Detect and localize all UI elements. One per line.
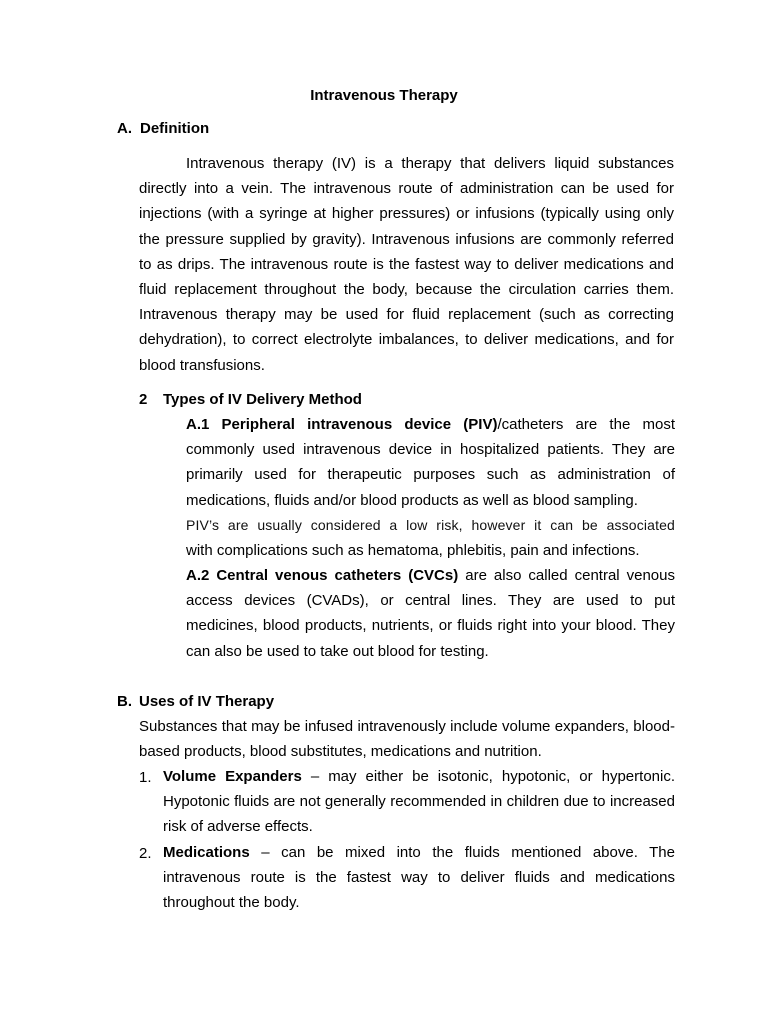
- uses-item-1: [163, 764, 675, 840]
- cvc-text: are also called central venous access devices (CVADs), or central lines. They are used to put medicines, blood products, nutrients, or fluids right into your blood. They can also be used to take out blood for testing.: [186, 567, 675, 660]
- section-a-heading: [117, 120, 209, 137]
- medications-label: Medications: [163, 844, 250, 861]
- uses-item-2-number: 2.: [139, 845, 152, 862]
- section-b-heading: [117, 693, 274, 710]
- piv-text: /catheters are the most commonly used intravenous device in hospitalized patients. They are primarily used for therapeutic purposes such as administration of medications, fluids and/or blood products as well as blood sampling.: [186, 416, 675, 509]
- section-a-title: Definition: [140, 120, 210, 137]
- medications-text: – can be mixed into the fluids mentioned above. The intravenous route is the fastest way to deliver fluids and medications throughout the body.: [163, 844, 675, 912]
- document-title: Intravenous Therapy: [310, 87, 458, 104]
- types-heading: [139, 391, 362, 408]
- volume-expanders-label: Volume Expanders: [163, 768, 302, 785]
- cvc-heading: A.2 Central venous catheters (CVCs): [186, 567, 459, 584]
- cvc-paragraph: [186, 563, 675, 664]
- types-title: Types of IV Delivery Method: [163, 391, 362, 408]
- section-b-marker: B.: [117, 693, 132, 710]
- types-marker: 2: [139, 391, 148, 408]
- section-a-marker: A.: [117, 120, 132, 137]
- uses-item-1-number: 1.: [139, 769, 152, 786]
- uses-item-2: [163, 840, 675, 916]
- definition-paragraph: [139, 151, 674, 378]
- volume-expanders-text: – may either be isotonic, hypotonic, or hypertonic. Hypotonic fluids are not generally recommended in children due to increased risk of adverse effects.: [163, 768, 676, 836]
- piv-heading: A.1 Peripheral intravenous device (PIV): [186, 416, 498, 433]
- definition-text: Intravenous therapy (IV) is a therapy that delivers liquid substances directly into a vein. The intravenous route of administration can be used for injections (with a syringe at higher pressures) or infusions (typically using only the pressure supplied by gravity). Intravenous infusions are commonly referred to as drips. The intravenous route is the fastest way to deliver medications and fluid replacement throughout the body, because the circulation carries them. Intravenous therapy may be used for fluid replacement (such as correcting dehydration), to correct electrolyte imbalances, to deliver medications, and for blood transfusions.: [139, 155, 674, 374]
- uses-intro: Substances that may be infused intravenously include volume expanders, blood-based products, blood substitutes, medications and nutrition.: [139, 718, 675, 761]
- piv-text-end: with complications such as hematoma, phlebitis, pain and infections.: [186, 542, 640, 560]
- piv-paragraph: [186, 412, 675, 563]
- piv-risk-line: PIV’s are usually considered a low risk, however it can be associated: [186, 516, 675, 533]
- section-b-title: Uses of IV Therapy: [139, 693, 275, 710]
